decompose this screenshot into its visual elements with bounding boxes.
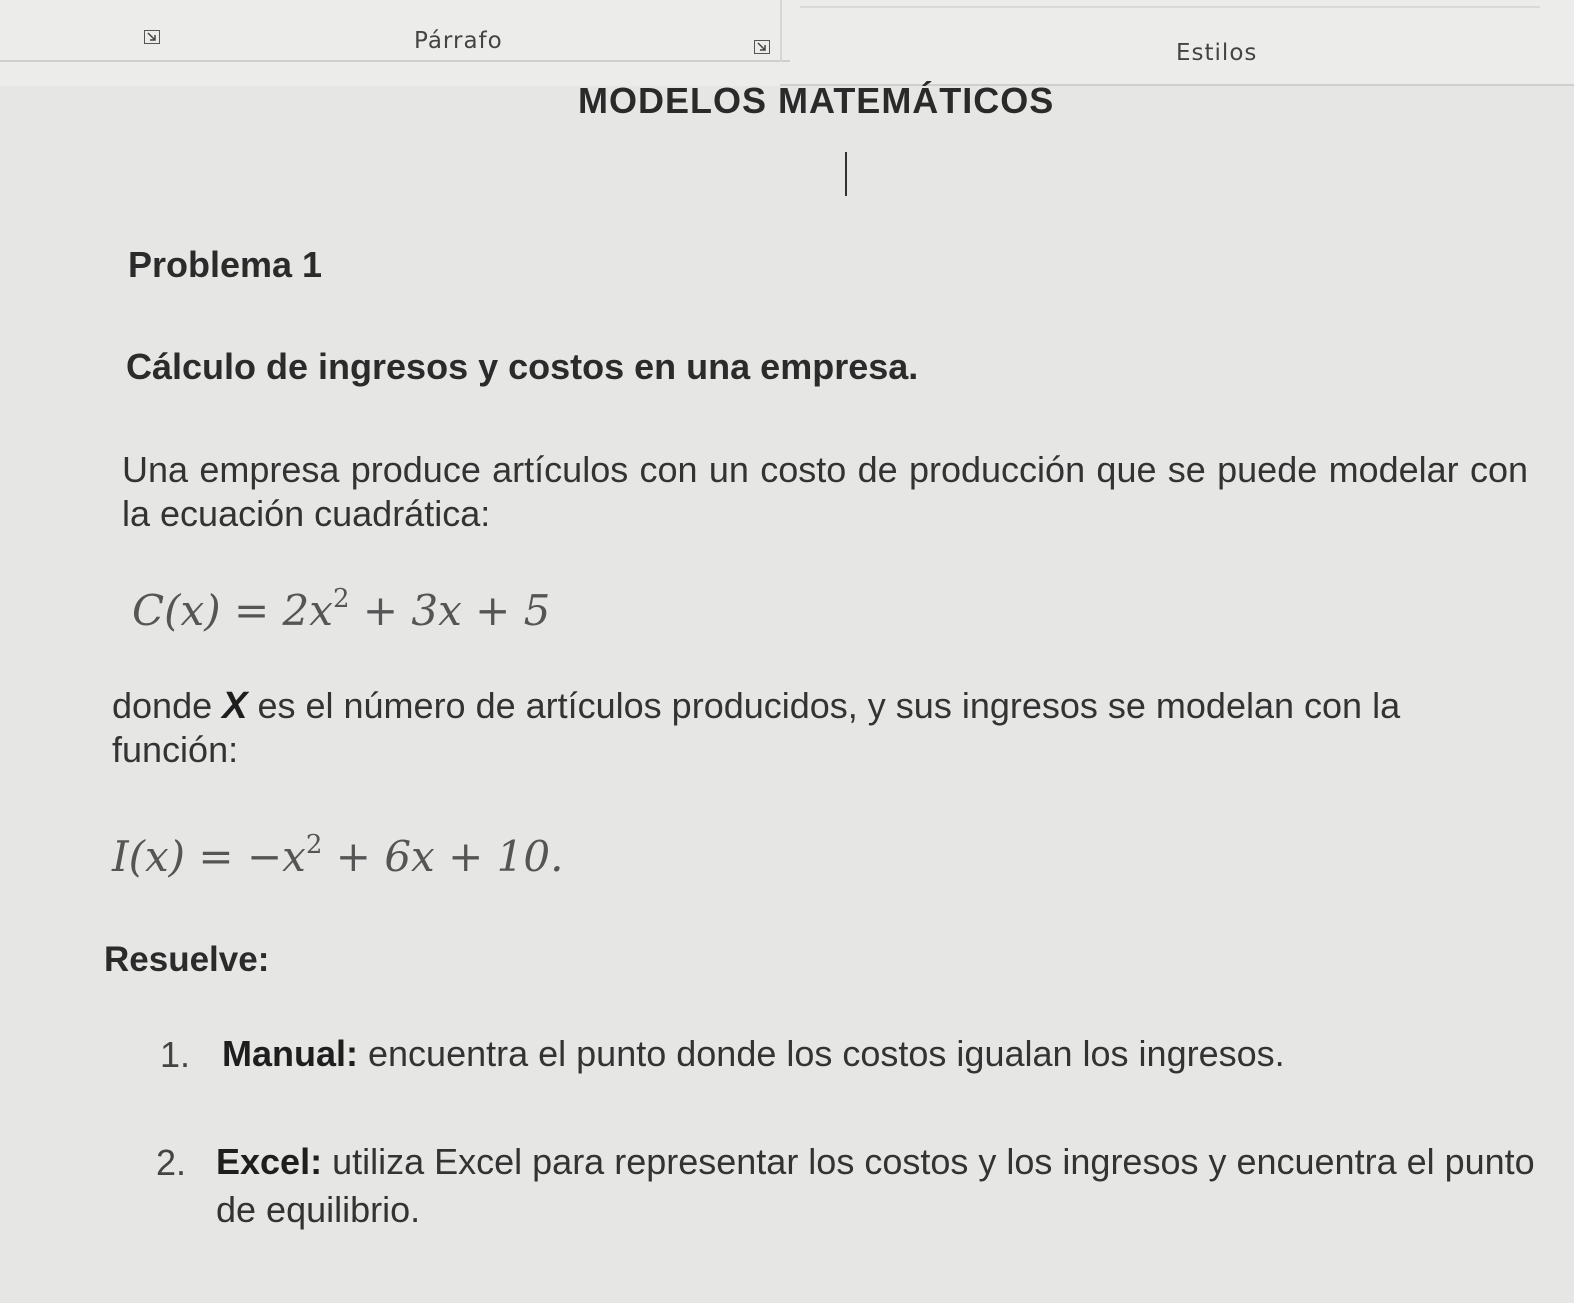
ribbon-top-border [800, 6, 1540, 8]
income-equation-equals: = [198, 832, 234, 881]
cost-equation-exponent: 2 [332, 584, 350, 614]
where-prefix: donde [112, 685, 223, 726]
income-equation [112, 830, 563, 881]
ribbon-group-divider [780, 0, 782, 62]
cost-equation-lhs: C(x) [132, 586, 221, 635]
problem-heading: Problema 1 [128, 244, 323, 285]
income-equation-term: −x [246, 832, 306, 881]
intro-paragraph: Una empresa produce artículos con un costo de producción que se puede modelar con la ecuación cuadrática: [122, 449, 1528, 534]
income-equation-rest: + 6x + 10. [335, 832, 564, 881]
task-text: utiliza Excel para representar los costos y los ingresos y encuentra el punto de equilibrio. [216, 1141, 1535, 1230]
task-text: encuentra el punto donde los costos igualan los ingresos. [358, 1033, 1285, 1074]
task-label: Excel: [216, 1141, 323, 1182]
task-number: 1. [160, 1034, 191, 1075]
cost-equation-equals: = [233, 586, 270, 635]
resuelve-heading: Resuelve: [104, 940, 270, 979]
text-cursor [845, 152, 847, 196]
cost-equation-term: 2x [282, 586, 333, 635]
paragraph-group-label: Párrafo [414, 28, 503, 54]
problem-subtitle: Cálculo de ingresos y costos en una empresa. [126, 346, 919, 387]
list-item [216, 1138, 1546, 1234]
paragraph-dialog-launcher-icon[interactable] [754, 40, 770, 54]
task-label: Manual: [222, 1033, 359, 1074]
where-paragraph [112, 684, 1532, 772]
task-number: 2. [156, 1142, 187, 1183]
cost-equation-rest: + 3x + 5 [362, 586, 551, 635]
income-equation-lhs: I(x) [112, 832, 186, 881]
ribbon [0, 0, 1574, 86]
document-title: MODELOS MATEMÁTICOS [578, 80, 1055, 121]
where-text: es el número de artículos producidos, y sus ingresos se modelan con la función: [112, 685, 1401, 770]
font-dialog-launcher-icon[interactable] [144, 30, 160, 44]
styles-group-label: Estilos [1176, 40, 1258, 66]
cost-equation [132, 584, 550, 635]
income-equation-exponent: 2 [305, 830, 323, 860]
variable-x: X [222, 685, 248, 727]
list-item [222, 1030, 1532, 1078]
ribbon-separator [0, 60, 790, 62]
